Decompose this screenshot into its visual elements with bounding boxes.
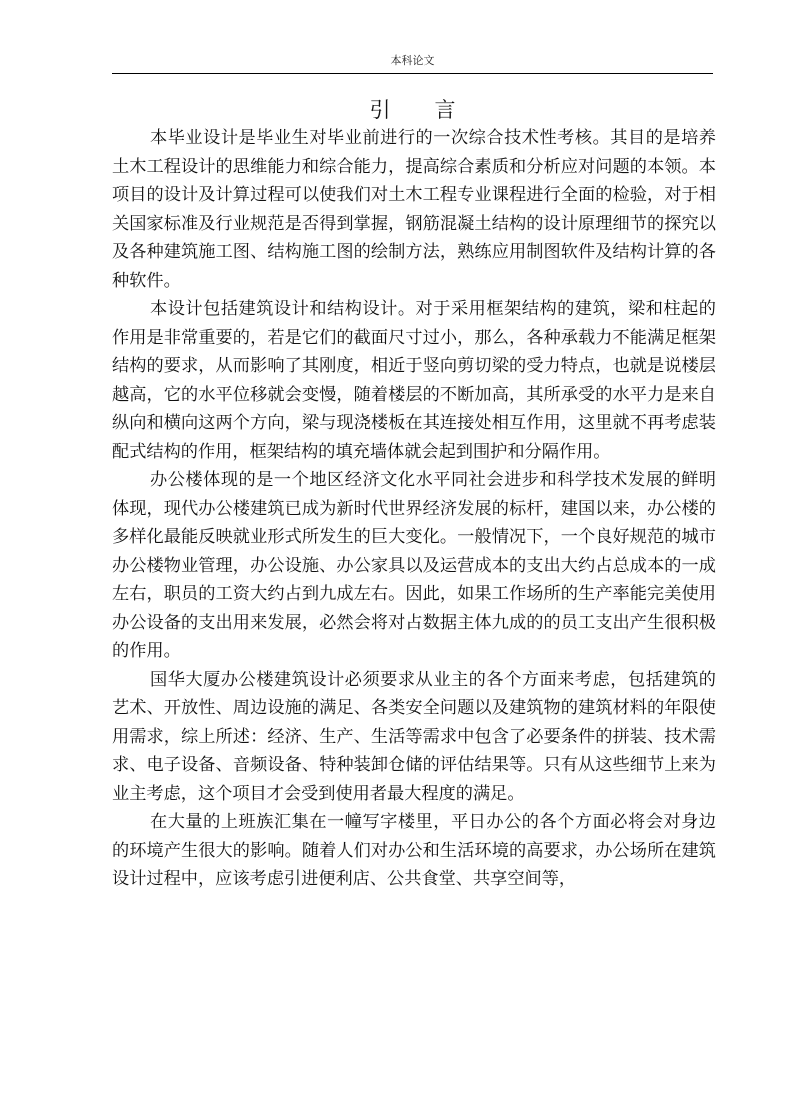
paragraph-4: 国华大厦办公楼建筑设计必须要求从业主的各个方面来考虑，包括建筑的艺术、开放性、周边设施的满足、各类安全问题以及建筑物的建筑材料的年限使用需求，综上所述：经济、生产、生活等需求中包含了必要条件的拼装、技术需求、电子设备、音频设备、特种装卸仓储的评估结果等。只有从这些细节上来为业主考虑，这个项目才会受到使用者最大程度的满足。 bbox=[112, 669, 716, 804]
paragraph-2: 本设计包括建筑设计和结构设计。对于采用框架结构的建筑，梁和柱起的作用是非常重要的，若是它们的截面尺寸过小，那么，各种承载力不能满足框架结构的要求，从而影响了其刚度，相近于竖向剪切梁的受力特点，也就是说楼层越高，它的水平位移就会变慢，随着楼层的不断加高，其所承受的水平力是来自纵向和横向这两个方向，梁与现浇楼板在其连接处相互作用，这里就不再考虑装配式结构的作用，框架结构的填充墙体就会起到围护和分隔作用。 bbox=[112, 299, 716, 462]
running-header: 本科论文 bbox=[390, 54, 435, 67]
body-text bbox=[112, 124, 716, 894]
paragraph-3: 办公楼体现的是一个地区经济文化水平同社会进步和科学技术发展的鲜明体现，现代办公楼建筑已成为新时代世界经济发展的标杆，建国以来，办公楼的多样化最能反映就业形式所发生的巨大变化。一般情况下，一个良好规范的城市办公楼物业管理，办公设施、办公家具以及运营成本的支出大约占总成本的一成左右，职员的工资大约占到九成左右。因此，如果工作场所的生产率能完美使用办公设备的支出用来发展，必然会将对占数据主体九成的的员工支出产生很积极的作用。 bbox=[112, 470, 716, 661]
section-title: 引言 bbox=[369, 98, 500, 122]
paragraph-5: 在大量的上班族汇集在一幢写字楼里，平日办公的各个方面必将会对身边的环境产生很大的影响。随着人们对办公和生活环境的高要求，办公场所在建筑设计过程中，应该考虑引进便利店、公共食堂、共享空间等， bbox=[112, 812, 716, 889]
paragraph-1: 本毕业设计是毕业生对毕业前进行的一次综合技术性考核。其目的是培养土木工程设计的思维能力和综合能力，提高综合素质和分析应对问题的本领。本项目的设计及计算过程可以使我们对土木工程专业课程进行全面的检验，对于相关国家标准及行业规范是否得到掌握，钢筋混凝土结构的设计原理细节的探究以及各种建筑施工图、结构施工图的绘制方法，熟练应用制图软件及结构计算的各种软件。 bbox=[112, 128, 716, 291]
header-divider bbox=[112, 73, 713, 74]
